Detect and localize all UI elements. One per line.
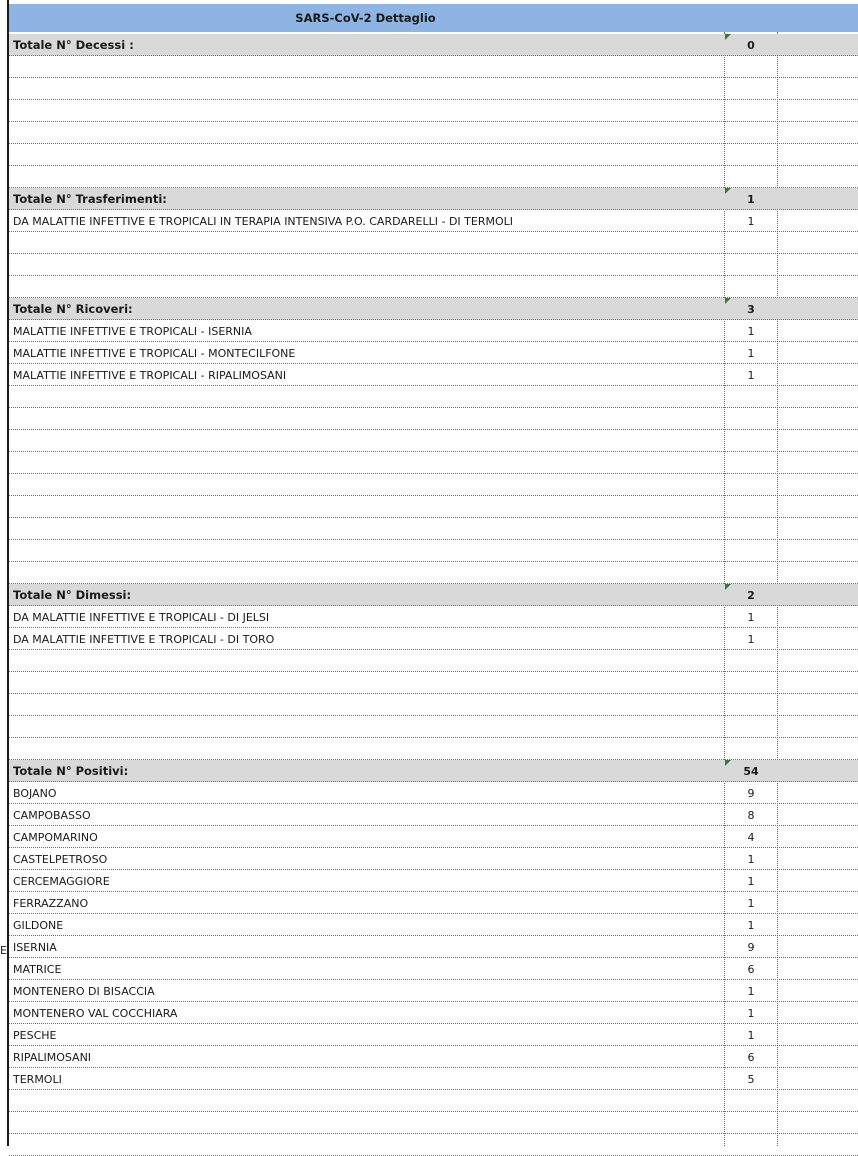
empty-row[interactable] — [9, 254, 858, 276]
row-value: 9 — [747, 941, 755, 954]
row-label: MALATTIE INFETTIVE E TROPICALI - ISERNIA — [13, 325, 252, 338]
empty-row[interactable] — [9, 386, 858, 408]
table-row[interactable] — [9, 1046, 858, 1068]
section-header-label: Totale N° Trasferimenti: — [13, 192, 167, 206]
empty-row[interactable] — [9, 738, 858, 760]
row-value: 1 — [747, 215, 755, 228]
section-header-value: 54 — [743, 765, 759, 778]
row-value: 1 — [747, 347, 755, 360]
row-value: 5 — [747, 1073, 755, 1086]
empty-row[interactable] — [9, 430, 858, 452]
row-label: ISERNIA — [13, 941, 57, 954]
empty-row[interactable] — [9, 518, 858, 540]
empty-row[interactable] — [9, 78, 858, 100]
empty-row[interactable] — [9, 100, 858, 122]
row-value: 1 — [747, 875, 755, 888]
row-label: MONTENERO VAL COCCHIARA — [13, 1007, 178, 1020]
empty-row[interactable] — [9, 496, 858, 518]
row-label: CERCEMAGGIORE — [13, 875, 110, 888]
row-label: FERRAZZANO — [13, 897, 89, 910]
row-value: 8 — [747, 809, 755, 822]
empty-row[interactable] — [9, 1134, 858, 1156]
section-header[interactable] — [9, 298, 858, 320]
empty-row[interactable] — [9, 408, 858, 430]
row-label: TERMOLI — [13, 1073, 62, 1086]
row-label: CASTELPETROSO — [13, 853, 108, 866]
section-header-value: 1 — [747, 193, 755, 206]
section-header-value: 0 — [747, 39, 755, 52]
row-value: 1 — [747, 897, 755, 910]
table-row[interactable] — [9, 826, 858, 848]
row-label: MONTENERO DI BISACCIA — [13, 985, 155, 998]
cell-comment-flag-icon — [725, 34, 731, 40]
section-header[interactable] — [9, 188, 858, 210]
row-label: DA MALATTIE INFETTIVE E TROPICALI - DI TORO — [13, 633, 275, 646]
row-label: RIPALIMOSANI — [13, 1051, 92, 1064]
table-row[interactable] — [9, 342, 858, 364]
cell-comment-flag-icon — [725, 298, 731, 304]
side-label: E — [0, 944, 7, 957]
row-value: 9 — [747, 787, 755, 800]
row-value: 1 — [747, 1029, 755, 1042]
row-label: CAMPOBASSO — [13, 809, 91, 822]
table-row[interactable] — [9, 320, 858, 342]
table-row[interactable] — [9, 804, 858, 826]
table-row[interactable] — [9, 892, 858, 914]
empty-row[interactable] — [9, 452, 858, 474]
sheet-title-bar[interactable] — [9, 4, 858, 32]
empty-row[interactable] — [9, 232, 858, 254]
table-row[interactable] — [9, 1002, 858, 1024]
table-row[interactable] — [9, 870, 858, 892]
row-value: 6 — [747, 1051, 755, 1064]
row-value: 1 — [747, 985, 755, 998]
row-value: 1 — [747, 611, 755, 624]
empty-row[interactable] — [9, 716, 858, 738]
table-row[interactable] — [9, 628, 858, 650]
empty-row[interactable] — [9, 1090, 858, 1112]
table-row[interactable] — [9, 1024, 858, 1046]
empty-row[interactable] — [9, 144, 858, 166]
row-label: DA MALATTIE INFETTIVE E TROPICALI IN TERAPIA INTENSIVA P.O. CARDARELLI - DI TERMOLI — [13, 215, 514, 228]
row-value: 1 — [747, 919, 755, 932]
empty-row[interactable] — [9, 694, 858, 716]
table-row[interactable] — [9, 980, 858, 1002]
section-header-label: Totale N° Positivi: — [13, 764, 129, 778]
empty-row[interactable] — [9, 122, 858, 144]
empty-row[interactable] — [9, 540, 858, 562]
empty-row[interactable] — [9, 166, 858, 188]
section-header[interactable] — [9, 34, 858, 56]
table-row[interactable] — [9, 848, 858, 870]
section-header[interactable] — [9, 760, 858, 782]
row-label: DA MALATTIE INFETTIVE E TROPICALI - DI JELSI — [13, 611, 270, 624]
row-value: 4 — [747, 831, 755, 844]
row-value: 1 — [747, 633, 755, 646]
row-label: BOJANO — [13, 787, 57, 800]
row-value: 1 — [747, 1007, 755, 1020]
row-label: MALATTIE INFETTIVE E TROPICALI - MONTECILFONE — [13, 347, 296, 360]
table-row[interactable] — [9, 782, 858, 804]
table-row[interactable] — [9, 210, 858, 232]
table-row[interactable] — [9, 936, 858, 958]
row-value: 6 — [747, 963, 755, 976]
table-row[interactable] — [9, 1068, 858, 1090]
empty-row[interactable] — [9, 650, 858, 672]
table-row[interactable] — [9, 958, 858, 980]
cell-comment-flag-icon — [725, 188, 731, 194]
row-label: PESCHE — [13, 1029, 57, 1042]
table-row[interactable] — [9, 914, 858, 936]
sheet-title: SARS-CoV-2 Dettaglio — [295, 11, 436, 25]
section-header-label: Totale N° Ricoveri: — [13, 302, 133, 316]
section-header-label: Totale N° Decessi : — [13, 38, 134, 52]
row-label: CAMPOMARINO — [13, 831, 98, 844]
empty-row[interactable] — [9, 1112, 858, 1134]
table-row[interactable] — [9, 364, 858, 386]
section-header-value: 2 — [747, 589, 755, 602]
cell-comment-flag-icon — [725, 760, 731, 766]
row-label: GILDONE — [13, 919, 64, 932]
section-header[interactable] — [9, 584, 858, 606]
row-value: 1 — [747, 325, 755, 338]
cell-comment-flag-icon — [725, 584, 731, 590]
table-row[interactable] — [9, 606, 858, 628]
row-label: MATRICE — [13, 963, 62, 976]
empty-row[interactable] — [9, 56, 858, 78]
section-header-value: 3 — [747, 303, 755, 316]
empty-row[interactable] — [9, 562, 858, 584]
empty-row[interactable] — [9, 672, 858, 694]
section-header-label: Totale N° Dimessi: — [13, 588, 132, 602]
row-label: MALATTIE INFETTIVE E TROPICALI - RIPALIMOSANI — [13, 369, 287, 382]
row-value: 1 — [747, 853, 755, 866]
row-value: 1 — [747, 369, 755, 382]
empty-row[interactable] — [9, 474, 858, 496]
empty-row[interactable] — [9, 276, 858, 298]
